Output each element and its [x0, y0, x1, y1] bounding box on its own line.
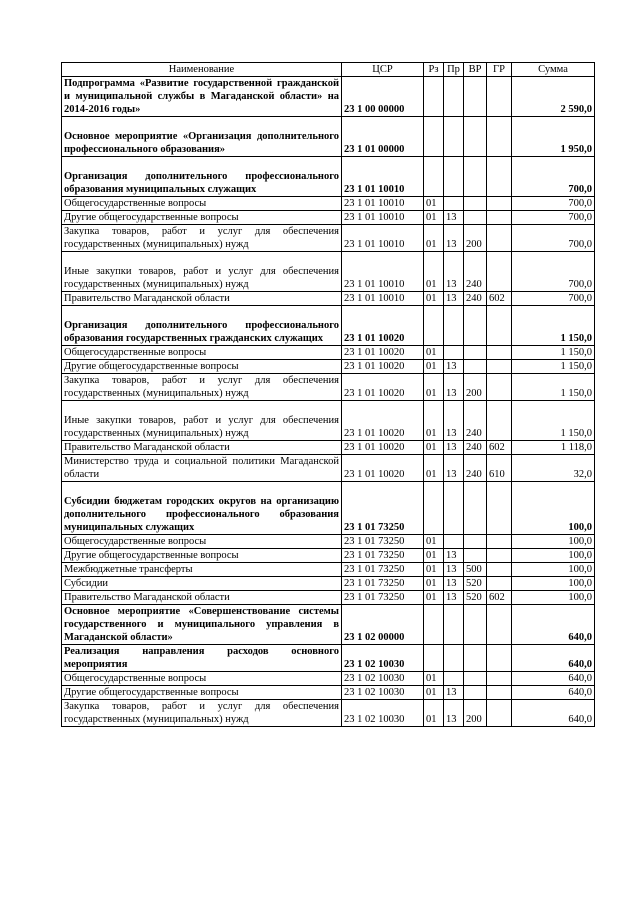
row-rz: 01 — [424, 225, 444, 252]
row-sum: 100,0 — [512, 563, 595, 577]
row-name: Основное мероприятие «Организация дополнительного профессионального образования» — [62, 117, 342, 157]
row-gr — [487, 360, 512, 374]
row-pr — [444, 157, 464, 197]
row-csr: 23 1 01 10020 — [342, 401, 424, 441]
row-name: Другие общегосударственные вопросы — [62, 549, 342, 563]
row-csr: 23 1 01 00000 — [342, 117, 424, 157]
header-vr: ВР — [464, 63, 487, 77]
row-csr: 23 1 00 00000 — [342, 77, 424, 117]
row-sum: 1 150,0 — [512, 401, 595, 441]
row-vr: 240 — [464, 401, 487, 441]
row-sum: 700,0 — [512, 197, 595, 211]
row-pr — [444, 77, 464, 117]
row-csr: 23 1 01 10010 — [342, 157, 424, 197]
row-vr: 240 — [464, 252, 487, 292]
row-name: Правительство Магаданской области — [62, 441, 342, 455]
table-row — [62, 441, 595, 455]
table-row — [62, 482, 595, 535]
row-gr — [487, 645, 512, 672]
row-gr: 610 — [487, 455, 512, 482]
budget-table — [61, 62, 595, 727]
row-vr: 240 — [464, 455, 487, 482]
row-gr — [487, 672, 512, 686]
row-pr — [444, 535, 464, 549]
row-csr: 23 1 01 10010 — [342, 225, 424, 252]
row-rz: 01 — [424, 360, 444, 374]
row-sum: 1 150,0 — [512, 306, 595, 346]
table-row — [62, 360, 595, 374]
row-name: Министерство труда и социальной политики Магаданской области — [62, 455, 342, 482]
row-csr: 23 1 01 73250 — [342, 563, 424, 577]
row-vr — [464, 77, 487, 117]
table-body — [62, 77, 595, 727]
row-gr — [487, 197, 512, 211]
row-sum: 1 150,0 — [512, 374, 595, 401]
row-gr — [487, 549, 512, 563]
table-row — [62, 211, 595, 225]
table-row — [62, 306, 595, 346]
row-rz — [424, 645, 444, 672]
row-pr — [444, 346, 464, 360]
row-rz — [424, 157, 444, 197]
row-name: Закупка товаров, работ и услуг для обеспечения государственных (муниципальных) нужд — [62, 700, 342, 727]
row-vr — [464, 686, 487, 700]
row-gr — [487, 700, 512, 727]
row-sum: 32,0 — [512, 455, 595, 482]
table-row — [62, 563, 595, 577]
table-row — [62, 672, 595, 686]
header-sum: Сумма — [512, 63, 595, 77]
table-row — [62, 117, 595, 157]
row-pr: 13 — [444, 549, 464, 563]
row-sum: 100,0 — [512, 577, 595, 591]
row-rz: 01 — [424, 700, 444, 727]
row-vr — [464, 360, 487, 374]
row-vr — [464, 482, 487, 535]
row-gr — [487, 563, 512, 577]
row-vr: 240 — [464, 441, 487, 455]
row-rz: 01 — [424, 686, 444, 700]
row-rz: 01 — [424, 346, 444, 360]
row-vr: 200 — [464, 225, 487, 252]
row-name: Реализация направления расходов основного мероприятия — [62, 645, 342, 672]
row-pr: 13 — [444, 441, 464, 455]
row-vr: 500 — [464, 563, 487, 577]
table-row — [62, 577, 595, 591]
table-row — [62, 700, 595, 727]
row-pr — [444, 645, 464, 672]
row-sum: 640,0 — [512, 672, 595, 686]
row-csr: 23 1 01 73250 — [342, 549, 424, 563]
row-pr: 13 — [444, 455, 464, 482]
row-csr: 23 1 01 10010 — [342, 197, 424, 211]
row-pr: 13 — [444, 225, 464, 252]
header-gr: ГР — [487, 63, 512, 77]
row-gr — [487, 77, 512, 117]
row-name: Другие общегосударственные вопросы — [62, 211, 342, 225]
table-row — [62, 686, 595, 700]
row-sum: 700,0 — [512, 292, 595, 306]
table-row — [62, 197, 595, 211]
header-rz: Рз — [424, 63, 444, 77]
row-pr: 13 — [444, 252, 464, 292]
table-row — [62, 374, 595, 401]
row-pr: 13 — [444, 686, 464, 700]
row-pr: 13 — [444, 591, 464, 605]
table-row — [62, 157, 595, 197]
table-row — [62, 591, 595, 605]
row-gr: 602 — [487, 292, 512, 306]
table-row — [62, 252, 595, 292]
row-sum: 100,0 — [512, 535, 595, 549]
row-csr: 23 1 01 10020 — [342, 374, 424, 401]
row-name: Другие общегосударственные вопросы — [62, 360, 342, 374]
row-pr: 13 — [444, 211, 464, 225]
table-row — [62, 401, 595, 441]
table-row — [62, 549, 595, 563]
row-name: Организация дополнительного профессионального образования муниципальных служащих — [62, 157, 342, 197]
row-pr — [444, 672, 464, 686]
row-rz: 01 — [424, 672, 444, 686]
row-rz: 01 — [424, 401, 444, 441]
row-name: Общегосударственные вопросы — [62, 535, 342, 549]
table-row — [62, 605, 595, 645]
row-gr — [487, 117, 512, 157]
row-sum: 1 150,0 — [512, 346, 595, 360]
row-pr — [444, 197, 464, 211]
table-row — [62, 645, 595, 672]
row-vr: 200 — [464, 700, 487, 727]
table-row — [62, 346, 595, 360]
row-gr: 602 — [487, 441, 512, 455]
row-pr: 13 — [444, 374, 464, 401]
row-csr: 23 1 01 10020 — [342, 441, 424, 455]
row-pr — [444, 605, 464, 645]
row-rz: 01 — [424, 292, 444, 306]
row-csr: 23 1 02 10030 — [342, 645, 424, 672]
table-row — [62, 535, 595, 549]
row-name: Иные закупки товаров, работ и услуг для обеспечения государственных (муниципальных) нужд — [62, 401, 342, 441]
row-rz: 01 — [424, 535, 444, 549]
row-name: Организация дополнительного профессионального образования государственных гражданских служащих — [62, 306, 342, 346]
row-gr — [487, 374, 512, 401]
table-header-row — [62, 63, 595, 77]
table-row — [62, 292, 595, 306]
header-pr: Пр — [444, 63, 464, 77]
row-vr — [464, 549, 487, 563]
table-row — [62, 455, 595, 482]
row-name: Межбюджетные трансферты — [62, 563, 342, 577]
row-name: Другие общегосударственные вопросы — [62, 686, 342, 700]
row-csr: 23 1 01 10010 — [342, 292, 424, 306]
row-pr: 13 — [444, 577, 464, 591]
row-gr — [487, 401, 512, 441]
row-name: Субсидии — [62, 577, 342, 591]
row-vr — [464, 605, 487, 645]
row-pr: 13 — [444, 563, 464, 577]
row-name: Общегосударственные вопросы — [62, 346, 342, 360]
row-vr — [464, 157, 487, 197]
row-csr: 23 1 01 10010 — [342, 252, 424, 292]
row-pr: 13 — [444, 292, 464, 306]
row-sum: 100,0 — [512, 549, 595, 563]
row-rz: 01 — [424, 455, 444, 482]
row-vr — [464, 346, 487, 360]
row-name: Общегосударственные вопросы — [62, 672, 342, 686]
row-vr: 520 — [464, 591, 487, 605]
row-gr — [487, 157, 512, 197]
row-gr — [487, 252, 512, 292]
row-sum: 700,0 — [512, 157, 595, 197]
row-sum: 700,0 — [512, 225, 595, 252]
row-name: Субсидии бюджетам городских округов на организацию дополнительного профессионального образования муниципальных служащих — [62, 482, 342, 535]
row-sum: 640,0 — [512, 700, 595, 727]
row-gr — [487, 225, 512, 252]
row-rz: 01 — [424, 549, 444, 563]
row-csr: 23 1 01 73250 — [342, 535, 424, 549]
row-gr — [487, 306, 512, 346]
row-rz: 01 — [424, 211, 444, 225]
row-gr — [487, 346, 512, 360]
row-rz — [424, 77, 444, 117]
row-gr — [487, 482, 512, 535]
row-pr — [444, 117, 464, 157]
row-csr: 23 1 01 10020 — [342, 360, 424, 374]
row-vr — [464, 306, 487, 346]
row-csr: 23 1 01 10010 — [342, 211, 424, 225]
row-name: Закупка товаров, работ и услуг для обеспечения государственных (муниципальных) нужд — [62, 225, 342, 252]
row-sum: 100,0 — [512, 482, 595, 535]
row-csr: 23 1 02 10030 — [342, 672, 424, 686]
row-sum: 700,0 — [512, 252, 595, 292]
row-rz — [424, 306, 444, 346]
row-rz — [424, 605, 444, 645]
row-vr — [464, 535, 487, 549]
row-rz — [424, 482, 444, 535]
row-gr — [487, 605, 512, 645]
row-csr: 23 1 01 10020 — [342, 306, 424, 346]
row-vr: 200 — [464, 374, 487, 401]
row-name: Подпрограмма «Развитие государственной гражданской и муниципальной службы в Магаданской области» на 2014-2016 годы» — [62, 77, 342, 117]
row-pr: 13 — [444, 700, 464, 727]
row-name: Правительство Магаданской области — [62, 591, 342, 605]
row-vr — [464, 211, 487, 225]
row-name: Иные закупки товаров, работ и услуг для обеспечения государственных (муниципальных) нужд — [62, 252, 342, 292]
row-gr — [487, 535, 512, 549]
row-pr: 13 — [444, 360, 464, 374]
row-rz: 01 — [424, 441, 444, 455]
row-sum: 1 950,0 — [512, 117, 595, 157]
row-csr: 23 1 01 10020 — [342, 455, 424, 482]
row-vr — [464, 672, 487, 686]
row-sum: 640,0 — [512, 686, 595, 700]
row-rz: 01 — [424, 591, 444, 605]
row-name: Общегосударственные вопросы — [62, 197, 342, 211]
row-csr: 23 1 01 73250 — [342, 577, 424, 591]
row-rz: 01 — [424, 577, 444, 591]
row-sum: 700,0 — [512, 211, 595, 225]
row-sum: 1 150,0 — [512, 360, 595, 374]
row-csr: 23 1 01 73250 — [342, 591, 424, 605]
row-rz: 01 — [424, 563, 444, 577]
row-csr: 23 1 01 10020 — [342, 346, 424, 360]
row-name: Основное мероприятие «Совершенствование системы государственного и муниципального управления в Магаданской области» — [62, 605, 342, 645]
row-name: Закупка товаров, работ и услуг для обеспечения государственных (муниципальных) нужд — [62, 374, 342, 401]
row-vr — [464, 197, 487, 211]
row-sum: 640,0 — [512, 645, 595, 672]
table-row — [62, 225, 595, 252]
row-rz — [424, 117, 444, 157]
row-sum: 1 118,0 — [512, 441, 595, 455]
row-gr — [487, 211, 512, 225]
header-csr: ЦСР — [342, 63, 424, 77]
row-csr: 23 1 02 00000 — [342, 605, 424, 645]
row-vr: 520 — [464, 577, 487, 591]
row-csr: 23 1 02 10030 — [342, 686, 424, 700]
row-rz: 01 — [424, 197, 444, 211]
row-vr — [464, 645, 487, 672]
row-name: Правительство Магаданской области — [62, 292, 342, 306]
row-sum: 640,0 — [512, 605, 595, 645]
row-gr — [487, 686, 512, 700]
row-sum: 2 590,0 — [512, 77, 595, 117]
row-vr — [464, 117, 487, 157]
row-vr: 240 — [464, 292, 487, 306]
header-name: Наименование — [62, 63, 342, 77]
row-gr — [487, 577, 512, 591]
row-pr — [444, 482, 464, 535]
row-gr: 602 — [487, 591, 512, 605]
row-rz: 01 — [424, 252, 444, 292]
row-rz: 01 — [424, 374, 444, 401]
row-sum: 100,0 — [512, 591, 595, 605]
row-pr — [444, 306, 464, 346]
table-row — [62, 77, 595, 117]
row-pr: 13 — [444, 401, 464, 441]
row-csr: 23 1 02 10030 — [342, 700, 424, 727]
row-csr: 23 1 01 73250 — [342, 482, 424, 535]
